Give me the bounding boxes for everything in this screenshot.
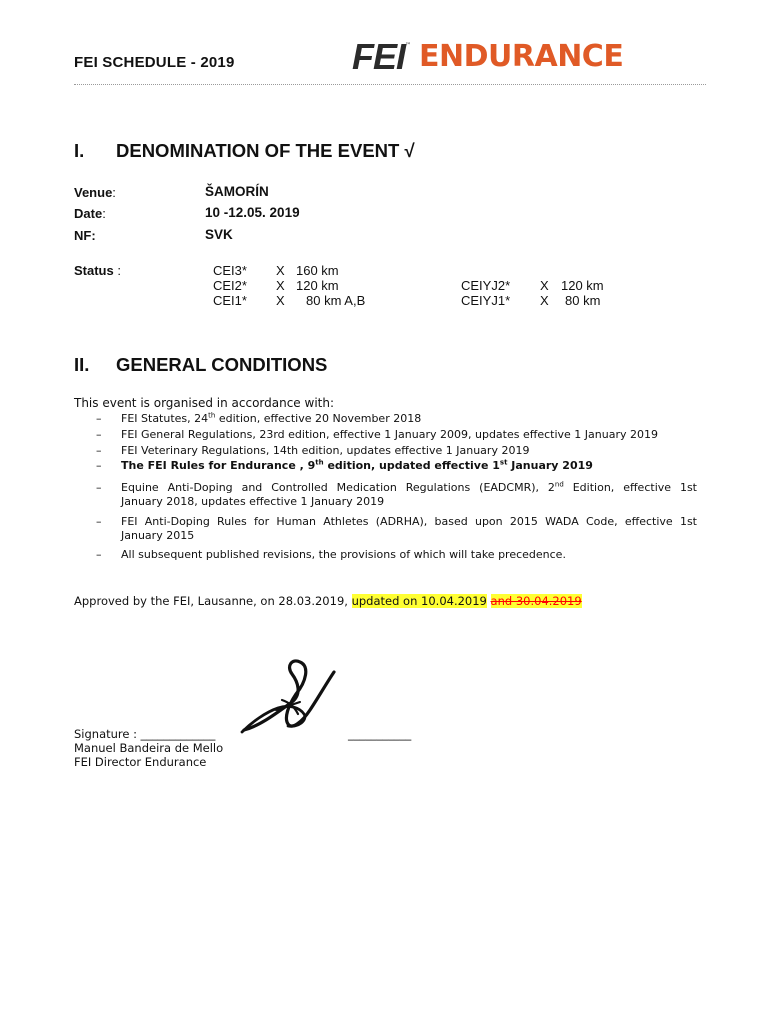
list-item <box>0 515 770 545</box>
list-item-text <box>121 459 698 472</box>
venue-label <box>74 185 116 200</box>
status-mark-ceiyj2: X <box>540 278 549 293</box>
item-3-text: FEI Veterinary Regulations, 14th edition, updates effective 1 January 2019 <box>121 444 530 457</box>
status-label-text: Status <box>74 263 114 278</box>
logo-trademark: ™ <box>405 42 412 49</box>
item-4-text-c: January 2019 <box>507 459 593 472</box>
list-item <box>0 548 770 563</box>
status-code-ceiyj2: CEIYJ2* <box>461 278 511 293</box>
fei-endurance-logo <box>352 36 624 77</box>
section-2-heading <box>0 354 770 378</box>
list-item <box>0 428 770 443</box>
approval-update-2: and 30.04.2019 <box>490 594 582 608</box>
status-distance-ceiyj1: 80 km <box>565 293 601 308</box>
list-dash: – <box>96 481 102 494</box>
list-dash: – <box>96 515 102 528</box>
status-mark-ceiyj1: X <box>540 293 549 308</box>
list-item <box>0 412 770 427</box>
section-2-title: GENERAL CONDITIONS <box>116 354 328 375</box>
signatory-role: FEI Director Endurance <box>74 755 207 769</box>
signature-line-2: ___________ <box>348 727 412 741</box>
date-label <box>74 206 106 221</box>
item-5-line-2: January 2018, updates effective 1 January 2019 <box>121 495 385 508</box>
date-colon: : <box>102 206 106 221</box>
nf-label <box>74 228 96 243</box>
venue-colon: : <box>112 185 116 200</box>
status-mark-cei3: X <box>276 263 285 278</box>
section-1-title: DENOMINATION OF THE EVENT √ <box>116 140 415 161</box>
item-7-text: All subsequent published revisions, the provisions of which will take precedence. <box>121 548 566 561</box>
nf-value: SVK <box>205 227 233 242</box>
date-value: 10 -12.05. 2019 <box>205 205 300 220</box>
item-1-sup: th <box>208 411 216 420</box>
header-divider <box>74 84 706 85</box>
status-distance-cei1: 80 km A,B <box>306 293 366 308</box>
status-colon: : <box>117 263 121 278</box>
list-item <box>0 459 770 474</box>
list-item <box>0 481 770 511</box>
item-5-text-b: Edition, effective 1st <box>563 481 697 494</box>
list-dash: – <box>96 444 102 457</box>
section-1-heading <box>0 140 770 164</box>
status-code-ceiyj1: CEIYJ1* <box>461 293 511 308</box>
status-distance-ceiyj2: 120 km <box>561 278 604 293</box>
item-5-sup: nd <box>554 480 564 489</box>
signature-image <box>238 656 358 736</box>
item-4-text-b: edition, updated effective 1 <box>323 459 500 472</box>
signatory-name: Manuel Bandeira de Mello <box>74 741 224 755</box>
venue-label-text: Venue <box>74 185 113 200</box>
status-mark-cei2: X <box>276 278 285 293</box>
status-code-cei1: CEI1* <box>213 293 247 308</box>
logo-fei-text: FEI <box>352 36 406 77</box>
date-label-text: Date <box>74 206 103 221</box>
item-5-text-a: Equine Anti-Doping and Controlled Medication Regulations (EADCMR), 2 <box>121 481 555 494</box>
item-5-line-1 <box>121 481 697 494</box>
item-2-text: FEI General Regulations, 23rd edition, effective 1 January 2009, updates effective 1 January 2019 <box>121 428 658 441</box>
status-distance-cei3: 160 km <box>296 263 339 278</box>
conditions-intro: This event is organised in accordance with: <box>74 396 335 410</box>
section-2-number: II. <box>74 354 90 375</box>
schedule-title: FEI SCHEDULE - 2019 <box>74 54 235 71</box>
approval-text: Approved by the FEI, Lausanne, on 28.03.2019, <box>74 594 352 608</box>
item-1-text-a: FEI Statutes, 24 <box>121 412 209 425</box>
item-6-line-1: FEI Anti-Doping Rules for Human Athletes (ADRHA), based upon 2015 WADA Code, effective 1st <box>121 515 697 528</box>
section-1-number: I. <box>74 140 85 161</box>
approval-line <box>74 594 582 608</box>
signature-label: Signature : _____________ <box>74 727 216 741</box>
list-item-text <box>121 412 698 425</box>
item-4-text-a: The FEI Rules for Endurance , 9 <box>121 459 316 472</box>
status-mark-cei1: X <box>276 293 285 308</box>
status-code-cei2: CEI2* <box>213 278 247 293</box>
status-code-cei3: CEI3* <box>213 263 247 278</box>
venue-value: ŠAMORÍN <box>205 184 269 199</box>
list-dash: – <box>96 548 102 561</box>
item-1-text-b: edition, effective 20 November 2018 <box>215 412 422 425</box>
item-4-sup-1: th <box>315 458 324 467</box>
status-label <box>74 263 121 278</box>
list-dash: – <box>96 412 102 425</box>
list-dash: – <box>96 428 102 441</box>
item-6-line-2: January 2015 <box>121 529 195 542</box>
logo-endurance-text: ENDURANCE <box>419 39 624 74</box>
nf-label-text: NF: <box>74 228 96 243</box>
list-item <box>0 444 770 459</box>
item-4-sup-2: st <box>499 458 508 467</box>
status-distance-cei2: 120 km <box>296 278 339 293</box>
list-dash: – <box>96 459 102 472</box>
approval-update-1: updated on 10.04.2019 <box>351 594 487 608</box>
